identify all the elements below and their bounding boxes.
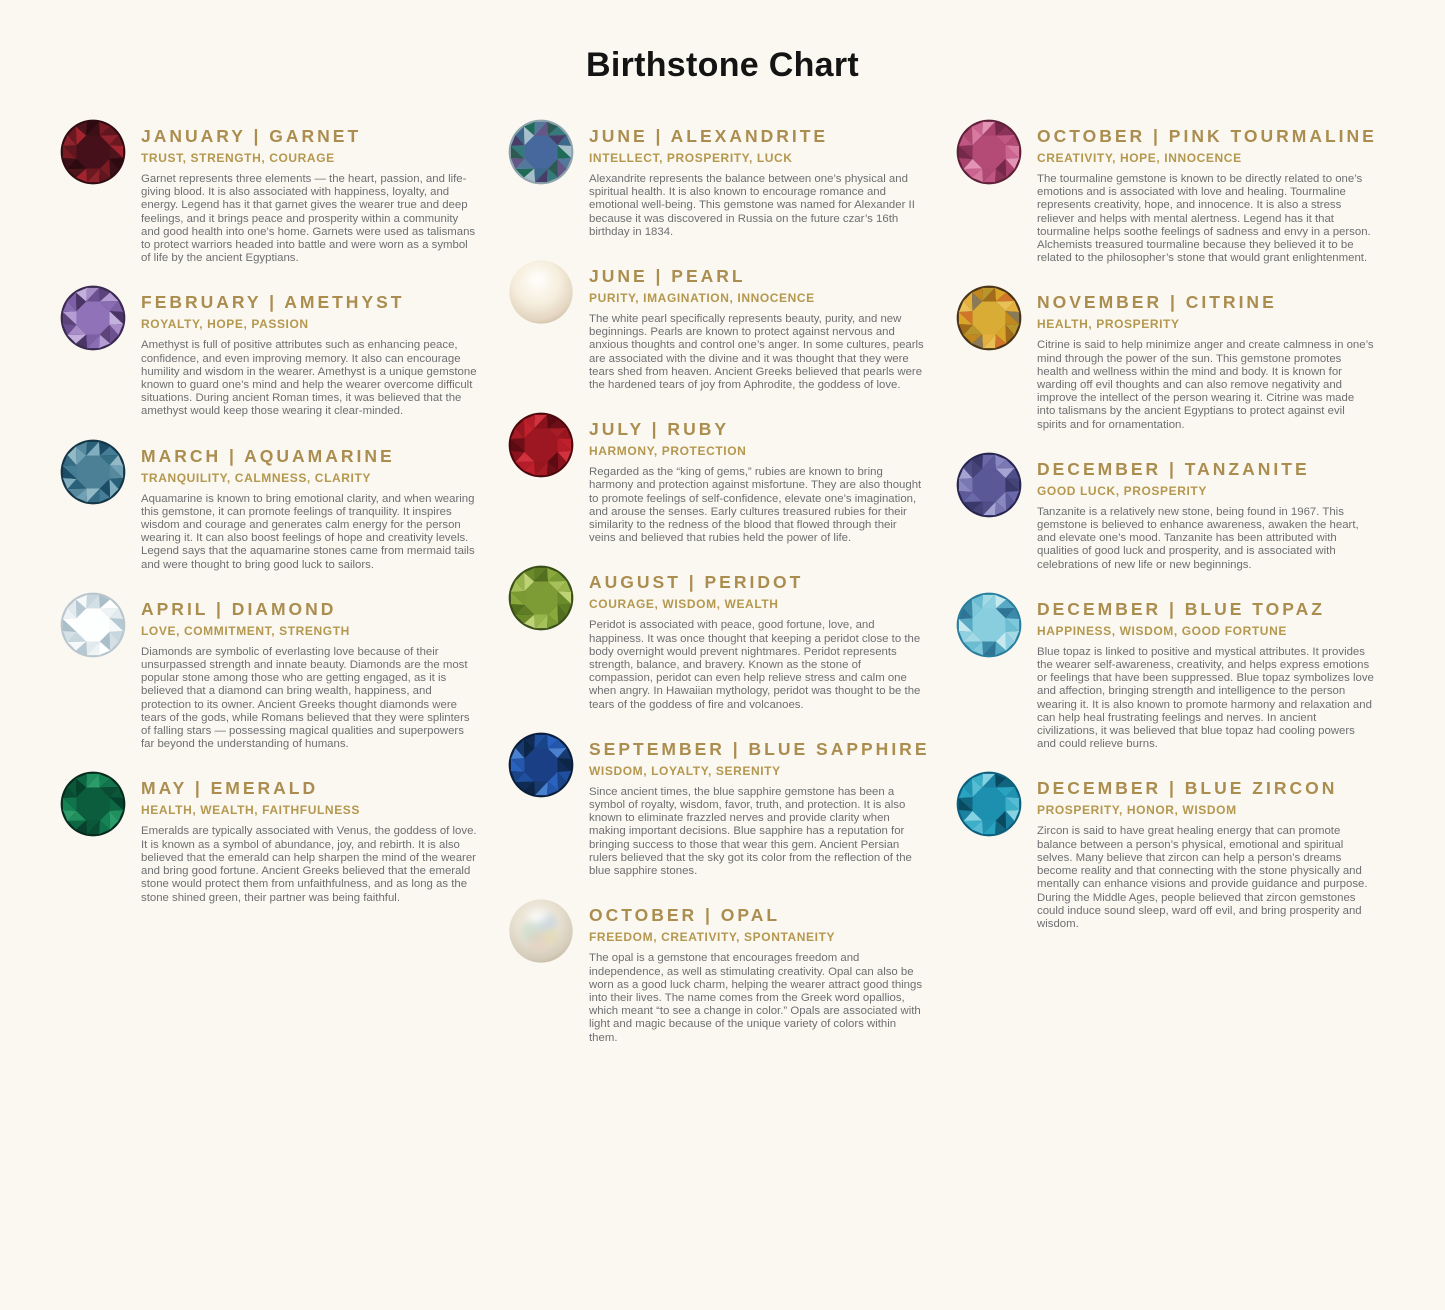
- birthstone-entry: [956, 771, 1374, 931]
- entry-traits: CREATIVITY, HOPE, INNOCENCE: [1037, 151, 1242, 165]
- entry-description: Emeralds are typically associated with Venus, the goddess of love. It is known as a symbol of abundance, joy, and rebirth. It is also believed that the emerald can help sharpen the mind of the wearer and bring good fortune. Ancient Greeks believed that the emerald stone would protect them from unfaithfulness, and as long as the stone shined green, their partner was being faithful.: [141, 825, 477, 904]
- birthstone-columns: [0, 85, 1445, 1065]
- entry-description: Amethyst is full of positive attributes such as enhancing peace, confidence, and even improving memory. It also can encourage humility and wisdom in the wearer. Amethyst is a unique gemstone known to guard one’s mind and help the wearer overcome difficult situations. During ancient Roman times, it was believed that the amethyst would keep those wearing it clear-minded.: [141, 339, 477, 418]
- entry-content: [1037, 285, 1374, 431]
- pearl-gem-icon: [508, 259, 574, 325]
- column-2: [508, 119, 956, 1065]
- entry-traits: TRANQUILITY, CALMNESS, CLARITY: [141, 470, 371, 485]
- entry-description: Tanzanite is a relatively new stone, being found in 1967. This gemstone is believed to enhance awareness, awaken the heart, and elevate one’s mood. Tanzanite has been attributed with qualities of good luck and prosperity, and is associated with celebrations of new life or new beginnings.: [1037, 505, 1359, 571]
- entry-heading: JANUARY | GARNET: [141, 126, 362, 146]
- birthstone-entry: [956, 285, 1374, 431]
- entry-heading: FEBRUARY | AMETHYST: [141, 292, 405, 313]
- entry-content: [589, 119, 926, 239]
- entry-traits: HAPPINESS, WISDOM, GOOD FORTUNE: [1037, 623, 1287, 638]
- birthstone-entry: [508, 565, 926, 711]
- birthstone-entry: [508, 732, 930, 878]
- entry-traits: PURITY, IMAGINATION, INNOCENCE: [589, 291, 815, 306]
- page-title: Birthstone Chart: [585, 46, 860, 84]
- birthstone-entry: [508, 119, 926, 239]
- blue-sapphire-gem-icon: [508, 732, 574, 798]
- entry-heading: DECEMBER | BLUE ZIRCON: [1037, 778, 1338, 799]
- blue-topaz-gem-icon: [956, 592, 1022, 658]
- peridot-gem-icon: [508, 565, 574, 631]
- entry-description: Blue topaz is linked to positive and mystical attributes. It provides the wearer self-awareness, creativity, and helps express emotions or feelings that have been suppressed. Blue topaz symbolizes love and affection, bringing strength and intelligence to the person wearing it. It is also known to promote harmony and relaxation and can help heal frustrating feelings and nerves. In ancient civilizations, it was believed that blue topaz had cooling powers and could relieve burns.: [1037, 645, 1374, 751]
- entry-description: The tourmaline gemstone is known to be directly related to one’s emotions and is associated with love and healing. Tourmaline represents creativity, hope, and innocence. It is also a stress reliever and helps with mental alertness. Legend has it that tourmaline helps soothe feelings of sadness and envy in a person. Alchemists treasured tourmaline because they believed it to be related to the philosopher’s stone that would grant enlightenment.: [1037, 173, 1371, 265]
- entry-traits: HEALTH, PROSPERITY: [1037, 317, 1180, 332]
- entry-traits: GOOD LUCK, PROSPERITY: [1037, 483, 1207, 498]
- entry-heading: MARCH | AQUAMARINE: [141, 445, 395, 466]
- entry-content: [589, 412, 926, 545]
- column-3: [956, 119, 1404, 1065]
- entry-content: [141, 285, 478, 418]
- entry-description: Citrine is said to help minimize anger and create calmness in one’s mind through the power of the sun. This gemstone promotes health and wellness within the mind and body. It is known for warding off evil thoughts and can also remove negativity and improve the intellect of the person wearing it. Citrine was made into talismans by the ancient Egyptians to protect against evil spirits and for ornamentation.: [1037, 339, 1374, 431]
- entry-description: Regarded as the “king of gems,” rubies are known to bring harmony and protection against misfortune. They are also thought to promote feelings of self-confidence, elevate one’s imagination, and arouse the senses. Early cultures treasured rubies for their similarity to the redness of the blood that flowed through their veins and believed that rubies held the power of life.: [589, 466, 922, 545]
- entry-content: [589, 732, 930, 878]
- entry-description: The white pearl specifically represents beauty, purity, and new beginnings. Pearls are known to protect against nervous and anxious thoughts and control one’s anger. In some cultures, pearls are associated with the divine and it was thought that they were tears shed from heaven. Ancient Greeks believed that pearls were the hardened tears of joy from Aphrodite, the goddess of love.: [589, 313, 924, 392]
- entry-heading: MAY | EMERALD: [141, 778, 319, 799]
- entry-traits: HEALTH, WEALTH, FAITHFULNESS: [141, 803, 361, 818]
- entry-traits: HARMONY, PROTECTION: [589, 444, 747, 459]
- entry-content: [141, 592, 478, 752]
- entry-heading: OCTOBER | PINK TOURMALINE: [1037, 126, 1377, 146]
- entry-heading: NOVEMBER | CITRINE: [1037, 292, 1277, 313]
- entry-description: Alexandrite represents the balance between one’s physical and spiritual health. It is also known to encourage romance and emotional well-being. This gemstone was named for Alexander II because it was discovered in Russia on the future czar’s 16th birthday in 1834.: [589, 173, 915, 238]
- entry-heading: DECEMBER | BLUE TOPAZ: [1037, 598, 1325, 619]
- entry-content: [589, 259, 926, 392]
- aquamarine-gem-icon: [60, 439, 126, 505]
- birthstone-entry: [60, 119, 478, 265]
- diamond-gem-icon: [60, 592, 126, 658]
- pink-tourmaline-gem-icon: [956, 119, 1022, 185]
- entry-heading: JUNE | ALEXANDRITE: [589, 126, 829, 146]
- entry-content: [1037, 592, 1374, 752]
- birthstone-entry: [60, 592, 478, 752]
- entry-traits: PROSPERITY, HONOR, WISDOM: [1037, 803, 1237, 818]
- entry-heading: OCTOBER | OPAL: [589, 905, 781, 926]
- birthstone-entry: [956, 592, 1374, 752]
- opal-gem-icon: [508, 898, 574, 964]
- birthstone-entry: [508, 259, 926, 392]
- entry-traits: INTELLECT, PROSPERITY, LUCK: [589, 151, 793, 165]
- entry-description: The opal is a gemstone that encourages freedom and independence, as well as stimulating creativity. Opal can also be worn as a good luck charm, helping the wearer attract good things into their lives. The name comes from the Greek word opallios, which meant “to see a change in color.” Opals are associated with light and magic because of the unique variety of colors within them.: [589, 952, 923, 1044]
- amethyst-gem-icon: [60, 285, 126, 351]
- birthstone-entry: [956, 119, 1377, 265]
- emerald-gem-icon: [60, 771, 126, 837]
- column-1: [60, 119, 508, 1065]
- entry-content: [141, 771, 478, 904]
- entry-heading: APRIL | DIAMOND: [141, 598, 337, 619]
- entry-heading: JUNE | PEARL: [589, 266, 746, 287]
- birthstone-entry: [60, 771, 478, 904]
- birthstone-entry: [956, 452, 1374, 572]
- blue-zircon-gem-icon: [956, 771, 1022, 837]
- entry-content: [1037, 452, 1374, 572]
- birthstone-entry: [60, 439, 478, 572]
- entry-content: [141, 439, 478, 572]
- entry-traits: LOVE, COMMITMENT, STRENGTH: [141, 623, 350, 638]
- entry-content: [1037, 119, 1377, 265]
- entry-heading: DECEMBER | TANZANITE: [1037, 458, 1310, 479]
- alexandrite-gem-icon: [508, 119, 574, 185]
- entry-description: Aquamarine is known to bring emotional clarity, and when wearing this gemstone, it can promote feelings of tranquility. It inspires wisdom and courage and generates calm energy for the person wearing it. It can also boost feelings of hope and creativity levels. Legend says that the aquamarine stones came from mermaid tails and were thought to bring good luck to sailors.: [141, 492, 475, 571]
- entry-content: [141, 119, 478, 265]
- entry-description: Since ancient times, the blue sapphire gemstone has been a symbol of royalty, wisdom, favor, truth, and protection. It is also known to eliminate frazzled nerves and provide clarity when making important decisions. Blue sapphire has a reputation for bringing success to those that wear this gem. Ancient Persian rulers believed that the sky got its color from the reflection of the blue sapphire stones.: [589, 785, 912, 878]
- entry-traits: TRUST, STRENGTH, COURAGE: [141, 151, 335, 165]
- ruby-gem-icon: [508, 412, 574, 478]
- birthstone-entry: [508, 412, 926, 545]
- entry-description: Diamonds are symbolic of everlasting love because of their unsurpassed strength and innate beauty. Diamonds are the most popular stone among those who are getting engaged, as it is believed that a diamond can bring wealth, happiness, and protection to its owner. Ancient Greeks thought diamonds were tears of the gods, while Romans believed that they were splinters of falling stars — possessing magical qualities and superpowers far beyond the understanding of humans.: [141, 645, 470, 751]
- entry-heading: AUGUST | PERIDOT: [589, 572, 804, 593]
- entry-description: Peridot is associated with peace, good fortune, love, and happiness. It was once thought that keeping a peridot close to the body overnight would prevent nightmares. Peridot represents strength, balance, and bravery. Known as the stone of compassion, peridot can even help relieve stress and calm one when angry. In Hawaiian mythology, peridot was thought to be the tears of the goddess of fire and volcanoes.: [589, 619, 921, 711]
- entry-content: [589, 898, 926, 1044]
- entry-traits: FREEDOM, CREATIVITY, SPONTANEITY: [589, 930, 836, 945]
- entry-heading: JULY | RUBY: [589, 419, 730, 440]
- entry-traits: ROYALTY, HOPE, PASSION: [141, 317, 309, 332]
- entry-traits: WISDOM, LOYALTY, SERENITY: [589, 763, 781, 778]
- entry-description: Zircon is said to have great healing energy that can promote balance between a person’s physical, emotional and spiritual selves. Many believe that zircon can help a person’s dreams become reality and that connecting with the stone physically and mentally can enhance visions and provide guidance and purpose. During the Middle Ages, people believed that zircon gemstones could induce sound sleep, ward off evil, and bring prosperity and wisdom.: [1037, 825, 1368, 930]
- tanzanite-gem-icon: [956, 452, 1022, 518]
- entry-content: [589, 565, 926, 711]
- entry-content: [1037, 771, 1374, 931]
- garnet-gem-icon: [60, 119, 126, 185]
- citrine-gem-icon: [956, 285, 1022, 351]
- birthstone-entry: [508, 898, 926, 1044]
- birthstone-entry: [60, 285, 478, 418]
- entry-description: Garnet represents three elements — the heart, passion, and life-giving blood. It is also associated with happiness, loyalty, and energy. Legend has it that garnet gives the wearer true and deep feelings, and it brings peace and prosperity within a community and good health into one’s home. Garnets were used as talismans to protect warriors headed into battle and were worn as a symbol of life by the ancient Egyptians.: [141, 173, 476, 265]
- entry-heading: SEPTEMBER | BLUE SAPPHIRE: [589, 738, 930, 759]
- entry-traits: COURAGE, WISDOM, WEALTH: [589, 597, 779, 612]
